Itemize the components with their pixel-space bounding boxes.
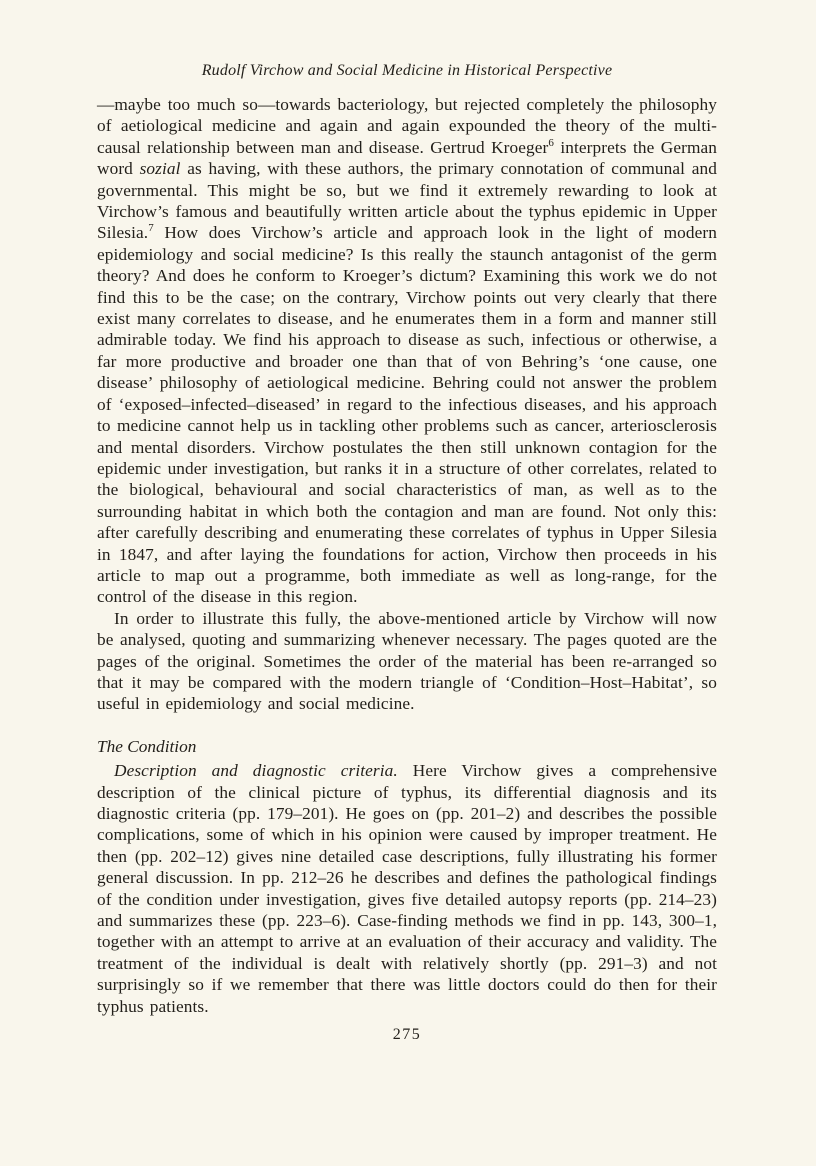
para3-text: Here Virchow gives a comprehensive description of the clinical picture of typhus, its differential diagnosis and its diagnostic criteria (pp. 179–201). He goes on (pp. 201–2) and describes the possible complications, some of which in his opinion were caused by improper treatment. He then (pp. 202–12) gives nine detailed case descriptions, fully illustrating his former general discussion. In pp. 212–26 he describes and defines the pathological findings of the condition under investigation, gives five detailed autopsy reports (pp. 214–23) and summarizes these (pp. 223–6). Case-finding methods we find in pp. 143, 300–1, together with an attempt to arrive at an evaluation of their accuracy and validity. The treatment of the individual is dealt with relatively shortly (pp. 291–3) and not surprisingly so if we remember that there was little doctors could do then for their typhus patients. [97,761,717,1016]
para1-text-a: —maybe too much so—towards bacteriology, but rejected completely the philosophy of aetiological medicine and again and again expounded the theory of the multi-causal relationship between man and disease. Gertrud Kroeger [97,95,717,157]
running-header: Rudolf Virchow and Social Medicine in Historical Perspective [201,62,613,79]
para1-italic-sozial: sozial [139,159,181,179]
para1-text-d: How does Virchow’s article and approach look in the light of modern epidemiology and social medicine? Is this really the staunch antagonist of the germ theory? And does he conform to Kroeger’s dictum? Examining this work we do not find this to be the case; on the contrary, Virchow points out very clearly that there exist many correlates to disease, and he enumerates them in a form and manner still admirable today. We find his approach to disease as such, infectious or otherwise, a far more productive and broader one than that of von Behring’s ‘one cause, one disease’ philosophy of aetiological medicine. Behring could not answer the problem of ‘exposed–infected–diseased’ in regard to the infectious diseases, and his approach to medicine cannot help us in tackling other problems such as cancer, arteriosclerosis and mental disorders. Virchow postulates the then still unknown contagion for the epidemic under investigation, but ranks it in a structure of other correlates, related to the biological, behavioural and social characteristics of man, as well as to the surrounding habitat in which both the contagion and man are found. Not only this: after carefully describing and enumerating these correlates of typhus in Upper Silesia in 1847, and after laying the foundations for action, Virchow then proceeds in his article to map out a programme, both immediate as well as long-range, for the control of the disease in this region. [97,223,717,607]
article-body [97,94,717,1017]
section-heading: The Condition [97,736,197,756]
para1-text-b: interprets the German word [97,137,718,179]
footnote-ref-6: 6 [548,137,555,150]
footnote-ref-7: 7 [148,222,154,235]
paragraph-3 [97,760,717,1017]
paragraph-1 [97,94,717,608]
page-number: 275 [392,1026,422,1044]
para3-lead-italic: Description and diagnostic criteria. [114,761,398,781]
paragraph-2: In order to illustrate this fully, the above-mentioned article by Virchow will now be analysed, quoting and summarizing whenever necessary. The pages quoted are the pages of the original. Sometimes the order of the material has been re-arranged so that it may be compared with the modern triangle of ‘Condition–Host–Habitat’, so useful in epidemiology and social medicine. [97,608,717,714]
para1-text-c: as having, with these authors, the primary connotation of communal and governmental. This might be so, but we find it extremely rewarding to look at Virchow’s famous and beautifully written article about the typhus epidemic in Upper Silesia. [97,159,717,243]
